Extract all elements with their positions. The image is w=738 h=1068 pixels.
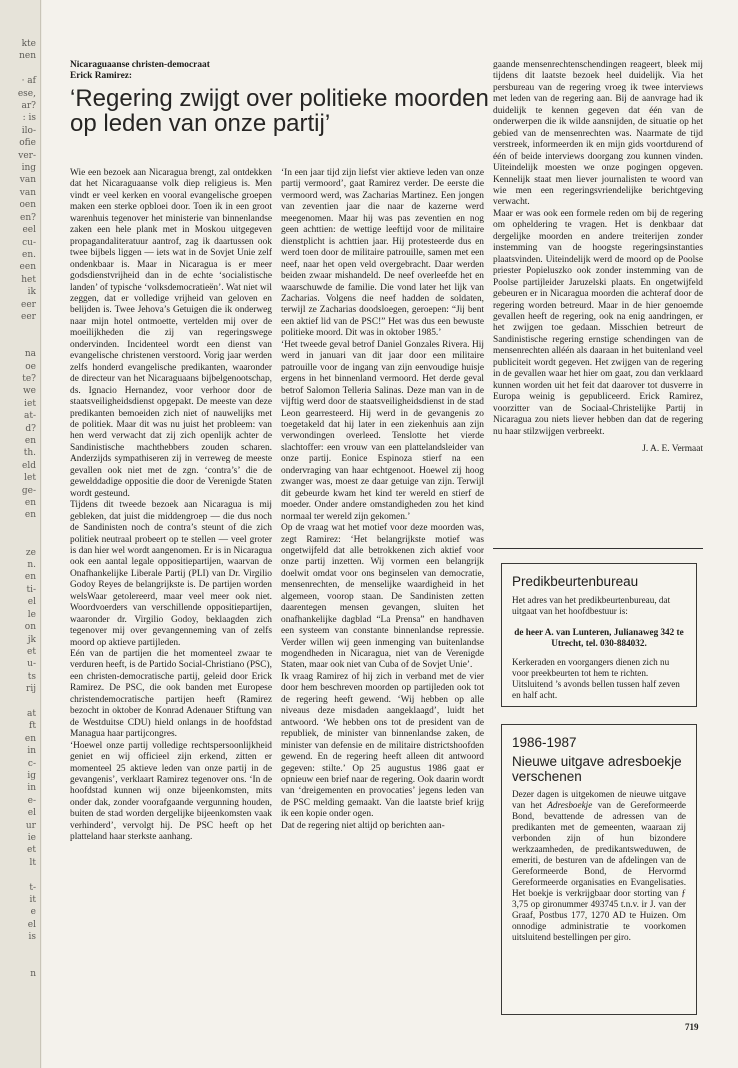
edge-fragment	[2, 696, 36, 708]
edge-fragment: ge-	[21, 485, 36, 496]
edge-fragment: ese,	[17, 88, 36, 99]
article-column-3	[493, 60, 703, 455]
edge-fragment: oen	[19, 200, 36, 211]
edge-fragment	[2, 63, 36, 75]
edge-fragment: oe	[25, 361, 36, 372]
edge-fragment: van	[19, 175, 36, 186]
edge-fragment	[2, 522, 36, 534]
edge-fragment: en.	[22, 249, 36, 260]
edge-fragment: cu-	[22, 237, 36, 248]
edge-fragment: ze	[25, 547, 36, 558]
section-divider	[493, 548, 703, 549]
edge-fragment: we	[22, 386, 36, 397]
article-kicker	[70, 60, 280, 82]
col2-paragraph: ‘In een jaar tijd zijn liefst vier aktieve leden van onze partij vermoord’, gaat Ramirez verder. De eerste die vermoord werd, was Zacharias Martinez. Een jongen van zeventien jaar die naar de kazerne werd meegenomen. Maar hij was pas zeventien en nog geen achttien: de wettige leeftijd voor de militaire dienstplicht is achttien jaar. Hij protesteerde dus en werd toen door de militaire patrouille, samen met een neef, naar het open veld overgebracht. Daar werden beiden zwaar mishandeld. De neef overleefde het en waarschuwde de familie. Die vond later het lijk van Zacharias. Volgens die neef hadden de soldaten, terwijl ze Zacharias doodsloegen, geroepen: “Jij bent een aktief lid van de PSC!” Het was dus een bewuste politieke moord. Dit was in oktober 1985.’	[281, 168, 484, 339]
edge-fragment: t-	[29, 882, 36, 893]
kicker-line-2: Erick Ramirez:	[70, 71, 133, 81]
edge-fragment: ilo-	[21, 125, 36, 136]
edge-fragment: rij	[26, 684, 36, 695]
edge-fragment: na	[24, 349, 36, 360]
edge-fragment: ie	[27, 833, 36, 843]
preek-bureau-box	[501, 563, 697, 707]
edge-fragment: kte	[21, 39, 36, 49]
edge-fragment: en	[24, 510, 36, 521]
edge-fragment: ft	[29, 721, 36, 732]
edge-fragment: : is	[22, 113, 36, 124]
edge-fragment: een	[19, 262, 36, 273]
edge-fragment: n.	[27, 560, 36, 571]
adres-box-body	[512, 789, 686, 943]
edge-fragment	[2, 336, 36, 348]
edge-fragment: iet	[24, 398, 36, 409]
edge-fragment	[2, 944, 36, 956]
edge-fragment	[2, 956, 36, 968]
edge-fragment: le	[27, 609, 36, 620]
edge-text-fragments	[2, 38, 36, 980]
edge-fragment: el	[27, 808, 36, 819]
edge-fragment: · af	[21, 76, 36, 87]
article-byline: J. A. E. Vermaat	[642, 443, 703, 454]
edge-fragment: at-	[23, 411, 36, 422]
edge-fragment: in	[27, 746, 36, 757]
edge-fragment: eld	[22, 460, 36, 471]
col2-paragraph: Dat de regering niet altijd op berichten aan-	[281, 820, 445, 831]
preek-box-intro: Het adres van het predikbeurtenbureau, dat uitgaat van het hoofdbestuur is:	[512, 595, 671, 616]
edge-fragment	[2, 869, 36, 881]
col2-paragraph: ‘Het tweede geval betrof Daniel Gonzales Rivera. Hij werd in januari van dit jaar door een militaire patrouille voor de ingang van zijn eenvoudige huisje ergens in het binnenland vermoord. Het derde geval betrof Salomon Telleria Salinas. Deze man van in de vijftig werd door de staatsveiligheidsdienst in de stad Leon gearresteerd. Hij werd in de gevangenis zo toegetakeld dat hij later in een ziekenhuis aan zijn verwondingen overleed. Tenslotte het vierde slachtoffer: een vrouw van een plattelandsleider van onze partij. Eonice Espinoza stierf na een ondervraging van haar echtgenoot. Hoewel zij hoog zwanger was, moest ze daar getuige van zijn. Terwijl dit gebeurde kwam het kind ter wereld en stierf de moeder. Onder andere omstandigheden zou het kind normaal ter wereld zijn gekomen.’	[281, 339, 484, 522]
edge-fragment: c-	[27, 758, 36, 769]
col2-paragraph: Op de vraag wat het motief voor deze moorden was, zegt Ramirez: ‘Het belangrijkste motief was ongetwijfeld dat alle betrokkenen zich aktief voor onze partij inzetten. Wij vormen een belangrijk doelwit omdat voor ons beginselen van democratie, mensenrechten, de menselijke waardigheid in het algemeen, voorop staan. De Sandinisten zetten daarentegen mensen gevangen, sluiten het onafhankelijke dagblad “La Prensa” en handhaven een systeem van constante binnenlandse repressie. Verder willen wij geen inmenging van buitenlandse mogendheden in Nicaragua, niet van de Verenigde Staten, maar ook niet van Cuba of de Sovjet Unie’.	[281, 523, 484, 671]
edge-fragment: nen	[19, 51, 36, 62]
edge-fragment: th.	[23, 448, 36, 459]
edge-fragment: jk	[27, 634, 36, 645]
edge-fragment: eel	[22, 225, 36, 236]
col3-paragraph: gaande mensenrechtenschendingen reageert, bleek mij tijdens dit laatste bezoek heel duidelijk. Via het persbureau van de regering vroeg ik twee interviews met leden van de regering aan. Bij de aanvrage had ik duidelijk te kennen gegeven dat één van de onderwerpen die ik wilde aansnijden, de situatie op het gebied van de mensenrechten was. Naarmate de tijd verstreek, informeerden ik en mijn gids voortdurend of één of beide interviews doorgang zou kunnen vinden. Uiteindelijk moesten we onze pogingen opgeven. Kennelijk staat men liever journalisten te woord van wie men een regeringsvriendelijke berichtgeving verwacht.	[493, 60, 703, 208]
edge-fragment: on	[24, 622, 36, 633]
page-number: 719	[685, 1022, 699, 1032]
col1-paragraph: Wie een bezoek aan Nicaragua brengt, zal ontdekken dat het Nicaraguaanse volk diep religieus is. Men vindt er veel kerken en vooral evangelische groepen maken een sterke opbloei door. Toen ik in een groot warenhuis tegenover het ministerie van binnenlandse zaken een hele plank met in Moskou uitgegeven propagandaliteratuur aantrof, zag ik daartussen ook twee bijbels liggen — iets wat in de Sovjet Unie zelf ondenkbaar is. Maar in Nicaragua is er meer godsdienstvrijheid dan in de echte ‘socialistische landen’ of typische ‘volksdemocratieën’. Wat niet wil zeggen, dat er volledige vrijheid van geloven en belijden is. Twee Jehova’s Getuigen die ik onderweg naar mijn hotel ontmoette, vertelden mij over de moeilijkheden die zij van regeringswege ondervinden. Incidenteel wordt een dienst van evangelische christenen verstoord. Vorig jaar werden zelfs honderd evangelische predikanten, waaronder de directeur van het Nicaraguaans bijbelgenootschap, ds. Ignacio Hernandez, voor verhoor door de staatsveiligheidsdienst opgepakt. De meeste van deze predikanten bemoeiden zich niet of nauwelijks met de politiek. Maar dit was nu juist het probleem: van hen werd verwacht dat zij zich openlijk achter de Sandinistische machthebbers zouden scharen. Anderzijds sympathiseren zij in verreweg de meeste gevallen ook niet met de zgn. ‘contra’s’ die de gewelddadige oppositie die door de Verenigde Staten wordt gesteund.	[70, 168, 272, 499]
edge-fragment: et	[27, 646, 36, 657]
edge-fragment: is	[28, 932, 36, 943]
edge-fragment: lt	[29, 857, 36, 868]
edge-fragment: ig	[27, 770, 36, 781]
edge-fragment: ur	[25, 820, 36, 831]
preek-box-address: de heer A. van Lunteren, Julianaweg 342 te Utrecht, tel. 030-884032.	[514, 627, 684, 648]
edge-fragment: en	[24, 572, 36, 583]
edge-fragment: e-	[27, 795, 36, 806]
edge-fragment: ver-	[18, 150, 36, 161]
edge-fragment: ik	[27, 287, 36, 298]
adres-body-start: Dezer dagen is uitgekomen de nieuwe uitgave van het	[512, 789, 686, 810]
edge-fragment: ti-	[26, 584, 36, 595]
edge-fragment: en	[24, 733, 36, 744]
edge-fragment: van	[19, 187, 36, 198]
edge-fragment: en	[24, 498, 36, 509]
col2-paragraph: Ik vraag Ramirez of hij zich in verband met de vier door hem beschreven moorden op partijleden ook tot de regering heeft gewend. ‘Wij hebben op alle niveaus deze misdaden aangeklaagd’, luidt het antwoord. ‘We hebben ons tot de president van de republiek, de minister van binnenlandse zaken, de minister van defensie en de militaire districtshoofden gewend. En de regering heeft alleen dit antwoord gegeven: stilte.’ Op 25 augustus 1986 gaat er opnieuw een brief naar de regering. Ook daarin wordt van ‘dreigementen en provocaties’ jegens leden van de PSC melding gemaakt. Van die laatste brief krijg ik een kopie onder ogen.	[281, 671, 484, 820]
edge-fragment: eer	[21, 299, 36, 310]
edge-fragment: te?	[22, 373, 36, 384]
previous-page-edge	[0, 0, 41, 1068]
edge-fragment	[2, 323, 36, 335]
col1-paragraph: Eén van de partijen die het momenteel zwaar te verduren heeft, is de Partido Social-Christiano (PSC), een christen-democratische partij, geleid door Erick Ramirez. De PSC, die ook banden met Europese christendemocratische partijen heeft (Ramirez bezocht in oktober de Konrad Adenauer Stiftung van de Westduitse CDU) hield onlangs in de hoofdstad Managua haar partijcongres.	[70, 649, 272, 740]
edge-fragment: eer	[21, 311, 36, 322]
edge-fragment: u-	[27, 659, 36, 670]
edge-fragment: at	[27, 708, 36, 719]
article-column-2	[281, 168, 484, 832]
edge-fragment: el	[27, 597, 36, 608]
edge-fragment: let	[24, 473, 36, 484]
edge-fragment: ts	[27, 671, 36, 682]
col1-paragraph: ‘Hoewel onze partij volledige rechtspersoonlijkheid geniet en wij officieel zijn erkend, zitten er momenteel 25 aktieve leden van onze partij in de gevangenis’, verklaart Ramirez tegenover ons. ‘In de hoofdstad kunnen wij onze bijeenkomsten, mits onder dak, zonder voorafgaande vergunning houden, buiten de stad worden dergelijke bijeenkomsten vaak verhinderd’, vervolgt hij. De PSC heeft op het platteland haar sterkste aanhang.	[70, 740, 272, 843]
adres-box-title: Nieuwe uitgave adresboekje verschenen	[512, 754, 682, 784]
edge-fragment: e	[30, 907, 36, 918]
edge-fragment: ofie	[19, 138, 36, 149]
article-headline: ‘Regering zwijgt over politieke moorden op leden van onze partij’	[70, 85, 489, 137]
article-column-1	[70, 168, 272, 844]
edge-fragment: en?	[20, 212, 36, 223]
edge-fragment: el	[27, 919, 36, 930]
edge-fragment: n	[30, 969, 36, 980]
magazine-page	[42, 0, 738, 1068]
adres-box-year: 1986-1987	[512, 735, 577, 750]
edge-fragment: it	[29, 895, 36, 906]
adres-body-end: van de Gereformeerde Bond, bevattende de adressen van de predikanten met de gemeenten, waaraan zij verbonden zijn of hun bizondere werkzaamheden, de predikantsweduwen, de emeriti, de besturen van de afdelingen van de Gereformeerde Bond, de Hervormd Gereformeerde organisaties en Evangelisaties. Het boekje is verkrijgbaar door storting van ƒ 3,75 op gironummer 493745 t.n.v. ir J. van der Graaf, Postbus 177, 1270 AD te Huizen. Om onnodige administratie te voorkomen uitsluitend bestellingen per giro.	[512, 800, 686, 942]
adres-body-italic: Adresboekje	[547, 800, 593, 810]
kicker-line-1: Nicaraguaanse christen-democraat	[70, 60, 210, 70]
preek-box-title: Predikbeurtenbureau	[512, 574, 639, 589]
col3-paragraph: Maar er was ook een formele reden om bij de regering om opheldering te vragen. Het is denkbaar dat dergelijke moorden en andere treiterijen zonder instemming van de hoogste regeringsinstanties plaatsvinden. Uiteindelijk werd de moord op de Poolse priester Popieluszko ook zonder instemming van de Poolse partijleider Jaruzelski plaats. En ongetwijfeld gebeuren er in Nicaragua moorden die achteraf door de regering worden betreurd. Maar in de hier genoemde gevallen heeft de regering, ook na enig aandringen, er het zwijgen toe gedaan. Misschien betreurt de Sandinistische regering ernstige schendingen van de mensenrechten alléén als daaraan in het buitenland veel publiciteit wordt gegeven. Het zwijgen van de regering in de gevallen waar het hier om gaat, zou dan verklaard kunnen worden uit het feit dat daarover tot dusverre in Europa weinig is gepubliceerd. Erick Ramirez, voorzitter van de Sociaal-Christelijke Partij in Nicaragua zou niets liever hebben dan dat de regering nu haar stilzwijgen verbreekt.	[493, 208, 703, 437]
edge-fragment: ar?	[21, 101, 36, 112]
edge-fragment: d?	[25, 423, 36, 434]
adresboekje-box	[501, 724, 697, 1015]
edge-fragment: in	[27, 783, 36, 794]
preek-box-note: Kerkeraden en voorgangers dienen zich nu voor preekbeurten tot hem te richten. Uitsluitend ’s avonds bellen tussen half zeven en half acht.	[512, 657, 680, 700]
edge-fragment: het	[21, 274, 36, 285]
col1-paragraph: Tijdens dit tweede bezoek aan Nicaragua is mij gebleken, dat juist die middengroep — die dus noch de Sandinisten noch de contra’s steunt of die zich politiek neutraal probeert op te stellen — veel groter is dan hier wel wordt aangenomen. Er is in Nicaragua ook een aantal legale oppositiepartijen, waarvan de Onafhankelijke Liberale Partij (PLI) van Dr. Virgilio Godoy Reyes de belangrijkste is. De partijen worden welsWaar getolereerd, maar veel meer ook niet. Woordvoerders van verschillende oppositiepartijen, waaronder dr. Virgilio Godoy, beklaagden zich tegenover mij over gevangenneming van of zelfs moord op aktieve partijleden.	[70, 500, 272, 648]
edge-fragment	[2, 534, 36, 546]
edge-fragment: et	[27, 845, 36, 856]
edge-fragment: ing	[21, 163, 36, 174]
edge-fragment: en	[24, 436, 36, 446]
